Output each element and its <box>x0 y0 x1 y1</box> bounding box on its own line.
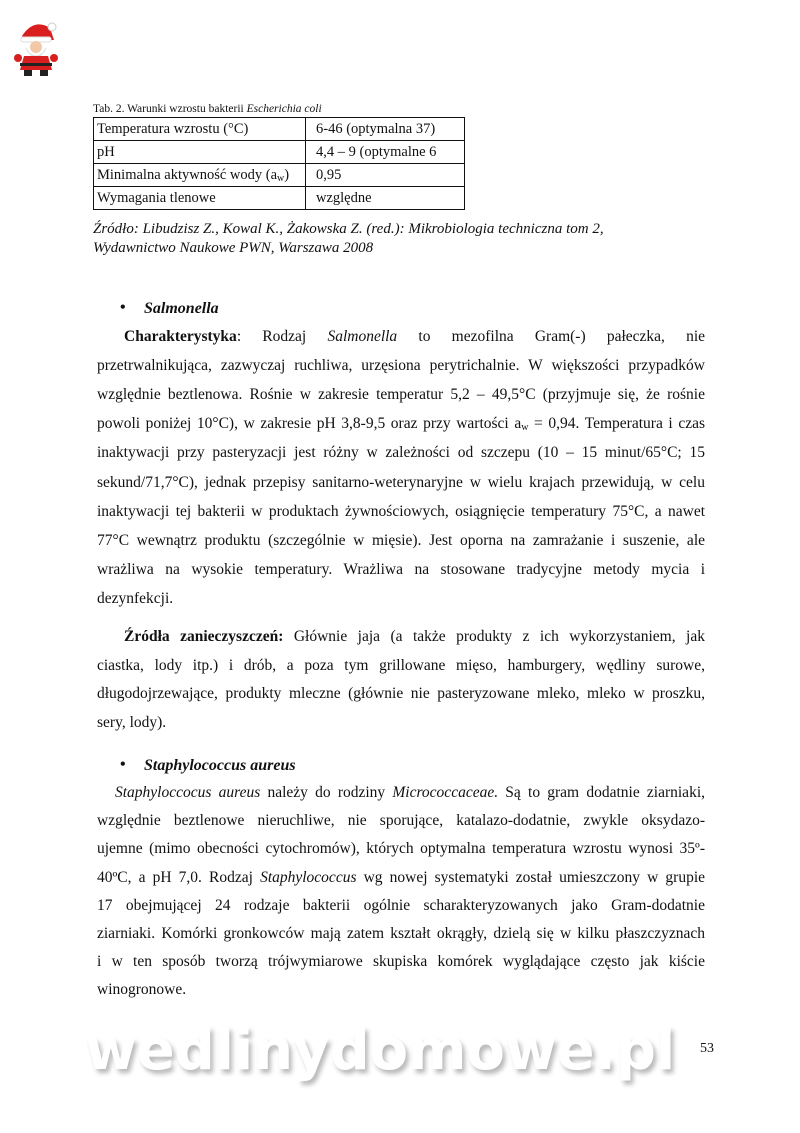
bullet-icon: • <box>120 756 126 773</box>
text-segment: w <box>521 422 529 434</box>
label-end: ) <box>284 167 290 183</box>
table-row <box>94 187 465 210</box>
table-source-line: Źródło: Libudzisz Z., Kowal K., Żakowska Z. (red.): Mikrobiologia techniczna tom 2, <box>93 221 604 237</box>
text-segment: ciastka, lody itp.) i drób, a poza tym grillowane mięso, hamburgery, wędliny surowe, <box>97 656 705 674</box>
paragraph-line <box>124 627 705 647</box>
line-text <box>97 502 705 522</box>
paragraph-line <box>97 589 705 609</box>
paragraph-line <box>97 684 705 704</box>
line-text <box>97 531 705 551</box>
watermark-logo: wedlinydomowe.pl <box>85 1018 676 1083</box>
text-segment: wrażliwa na wysokie temperatury. Wrażliwa na stosowane tradycyjne metody mycia i <box>97 560 705 578</box>
text-segment: : <box>236 328 242 345</box>
table-row <box>94 118 465 141</box>
text-segment: Salmonella <box>327 328 398 345</box>
paragraph-line <box>97 713 705 733</box>
line-text <box>97 868 705 888</box>
table-cell-value: 4,4 – 9 (optymalne 6 <box>306 141 465 164</box>
paragraph-line <box>97 656 705 676</box>
paragraph-line <box>97 811 705 831</box>
label-text: Minimalna aktywność wody (a <box>97 167 278 183</box>
text-segment: inaktywacji tej bakterii w produktach żywnościowych, osiągnięcie temperatury 75°C, a nawet <box>97 502 705 520</box>
line-text <box>97 924 705 944</box>
text-segment: pałeczka, <box>606 328 665 345</box>
text-segment: Źródła zanieczyszczeń: <box>124 628 284 645</box>
text-segment: = 0,94. Temperatura i czas <box>528 415 706 433</box>
paragraph-line <box>97 531 705 551</box>
page-number: 53 <box>700 1041 714 1056</box>
paragraph-line <box>97 560 705 580</box>
text-segment: winogronowe. <box>97 981 187 999</box>
text-segment: Staphyloccocus aureus <box>115 784 261 801</box>
table-cell-label: pH <box>94 141 306 164</box>
section-heading-staphylococcus: Staphylococcus aureus <box>144 757 296 774</box>
text-segment: sery, lody). <box>97 713 167 731</box>
line-text <box>97 589 173 609</box>
paragraph-line <box>97 443 705 463</box>
line-text <box>97 385 705 405</box>
text-segment: względnie beztlenowa. Rośnie w zakresie temperatur 5,2 – 49,5°C (przyjmuje się, że rośnie <box>97 386 705 404</box>
text-segment: długodojrzewające, produkty mleczne (głównie nie pasteryzowane mleko, mleko w proszku, <box>97 685 705 703</box>
line-text <box>124 627 705 647</box>
paragraph-line <box>97 952 705 972</box>
text-segment: to <box>418 328 431 345</box>
line-text <box>97 560 705 580</box>
text-segment: dezynfekcji. <box>97 589 174 607</box>
text-segment: Gram(-) <box>534 328 586 345</box>
line-text <box>97 356 705 376</box>
table-cell-label: Temperatura wzrostu (°C) <box>94 118 306 141</box>
line-text <box>97 414 705 434</box>
text-segment: przetrwalnikująca, zazwyczaj ruchliwa, urzęsiona perytrichalnie. W większości przypadków <box>97 357 705 375</box>
text-segment: i w ten sposób tworzą trójwymiarowe skupiska komórek wyglądające często jak kiście <box>97 953 705 971</box>
paragraph-line <box>97 473 705 493</box>
text-segment: należy do rodziny <box>260 784 393 801</box>
table-cell-label: Wymagania tlenowe <box>94 187 306 210</box>
text-segment: 77°C wewnątrz produktu (szczególnie w mięsie). Jest oporna na zamrażanie i suszenie, ale <box>97 531 705 549</box>
line-text <box>97 952 705 972</box>
paragraph-line <box>97 414 705 434</box>
paragraph-line <box>97 896 705 916</box>
growth-conditions-table <box>93 117 465 210</box>
line-text <box>97 811 705 831</box>
text-segment: Micrococcaceae. <box>392 784 499 801</box>
line-text <box>124 327 705 347</box>
line-text <box>97 896 705 916</box>
paragraph-line <box>115 783 705 803</box>
table-cell-value: względne <box>306 187 465 210</box>
text-segment: mezofilna <box>451 328 514 345</box>
text-segment: Są to gram dodatnie ziarniaki, <box>498 784 705 801</box>
bullet-icon: • <box>120 299 126 316</box>
text-segment: 17 obejmującej 24 rodzaje bakterii ogólnie scharakteryzowanych jako Gram-dodatnie <box>97 896 705 914</box>
paragraph-line <box>97 385 705 405</box>
text-segment: 40ºC, a pH 7,0. Rodzaj <box>97 868 261 886</box>
text-segment: Rodzaj <box>262 328 307 345</box>
line-text <box>97 980 186 1000</box>
line-text <box>97 684 705 704</box>
line-text <box>97 443 705 463</box>
section-heading-salmonella: Salmonella <box>144 300 219 317</box>
paragraph-line <box>97 502 705 522</box>
table-cell-value: 6-46 (optymalna 37) <box>306 118 465 141</box>
paragraph-line <box>97 924 705 944</box>
text-segment: nie <box>686 328 706 345</box>
line-text <box>97 839 705 859</box>
paragraph-line <box>124 327 705 347</box>
line-text <box>115 783 705 803</box>
text-segment: powoli poniżej 10°C), w zakresie pH 3,8-9,5 oraz przy wartości a <box>97 415 522 433</box>
caption-species: Escherichia coli <box>246 103 322 115</box>
table-row <box>94 141 465 164</box>
table-cell-value: 0,95 <box>306 164 465 187</box>
caption-text: Tab. 2. Warunki wzrostu bakterii <box>93 103 247 115</box>
text-segment: Charakterystyka <box>124 328 237 345</box>
text-segment: Głównie jaja (a także produkty z ich wykorzystaniem, jak <box>283 628 705 645</box>
label-subscript: w <box>277 173 285 184</box>
table-caption <box>93 102 322 116</box>
table-cell-label <box>94 164 306 187</box>
text-segment: ujemne (mimo obecności cytochromów), których optymalna temperatura wzrostu wynosi 35º- <box>97 840 705 858</box>
text-segment: sekund/71,7°C), jednak przepisy sanitarno-weterynaryjne w wielu krajach przewidują, w celu <box>97 473 705 491</box>
line-text <box>97 713 166 733</box>
paragraph-line <box>97 356 705 376</box>
text-segment: wg nowej systematyki został umieszczony w grupie <box>356 868 705 886</box>
paragraph-line <box>97 839 705 859</box>
santa-icon <box>12 18 60 78</box>
table-row <box>94 164 465 187</box>
text-segment: Staphylococcus <box>260 868 357 886</box>
line-text <box>97 656 705 676</box>
text-segment: inaktywacji przy pasteryzacji jest różny w zależności od szczepu (10 – 15 minut/65°C; 15 <box>97 444 705 462</box>
line-text <box>97 473 705 493</box>
table-source-line: Wydawnictwo Naukowe PWN, Warszawa 2008 <box>93 240 374 256</box>
text-segment: ziarniaki. Komórki gronkowców mają zatem kształt okrągły, dzielą się w kilku płaszczyznach <box>97 925 705 942</box>
paragraph-line <box>97 980 705 1000</box>
paragraph-line <box>97 868 705 888</box>
text-segment: względnie beztlenowe nieruchliwe, nie sporujące, katalazo-dodatnie, zwykle oksydazo- <box>97 812 705 830</box>
